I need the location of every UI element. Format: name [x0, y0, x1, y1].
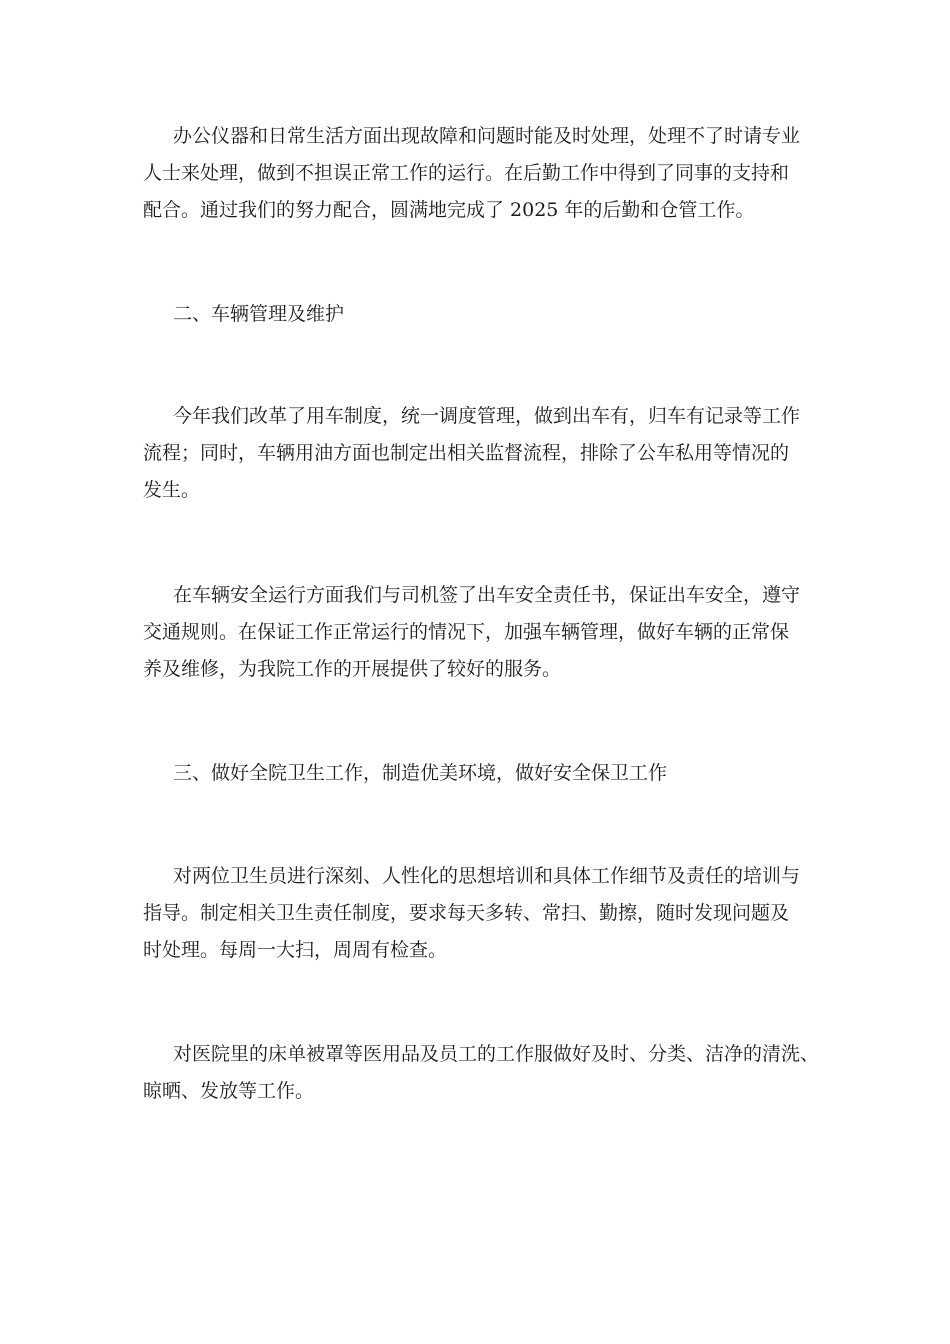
heading-text: 二、车辆管理及维护	[173, 303, 345, 325]
heading-text: 三、做好全院卫生工作，制造优美环境，做好安全保卫工作	[173, 762, 668, 784]
text-line: 流程；同时，车辆用油方面也制定出相关监督流程，排除了公车私用等情况的	[143, 442, 790, 464]
paragraph-laundry	[143, 1036, 823, 1110]
text-line: 对两位卫生员进行深刻、人性化的思想培训和具体工作细节及责任的培训与	[173, 865, 801, 887]
text-line: 办公仪器和日常生活方面出现故障和问题时能及时处理，处理不了时请专业	[173, 125, 801, 147]
text-line: 交通规则。在保证工作正常运行的情况下，加强车辆管理，做好车辆的正常保	[143, 621, 790, 643]
text-line: 养及维修，为我院工作的开展提供了较好的服务。	[143, 658, 562, 680]
text-line: 在车辆安全运行方面我们与司机签了出车安全责任书，保证出车安全，遵守	[173, 584, 801, 606]
section-heading-hygiene	[143, 755, 823, 792]
text-line: 指导。制定相关卫生责任制度，要求每天多转、常扫、勤擦，随时发现问题及	[143, 902, 790, 924]
text-line: 发生。	[143, 479, 201, 501]
text-line: 人士来处理，做到不担误正常工作的运行。在后勤工作中得到了同事的支持和	[143, 162, 790, 184]
section-heading-vehicles	[143, 296, 823, 333]
text-line: 晾晒、发放等工作。	[143, 1080, 315, 1102]
text-line: 今年我们改革了用车制度，统一调度管理，做到出车有，归车有记录等工作	[173, 405, 801, 427]
paragraph-cleaner-training	[143, 858, 823, 969]
paragraph-vehicle-safety	[143, 577, 823, 688]
paragraph-vehicle-system	[143, 398, 823, 509]
text-line: 对医院里的床单被罩等医用品及员工的工作服做好及时、分类、洁净的清洗、	[173, 1043, 820, 1065]
paragraph-logistics	[143, 118, 823, 229]
text-line: 时处理。每周一大扫，周周有检查。	[143, 939, 448, 961]
text-line: 配合。通过我们的努力配合，圆满地完成了 2025 年的后勤和仓管工作。	[143, 199, 755, 221]
